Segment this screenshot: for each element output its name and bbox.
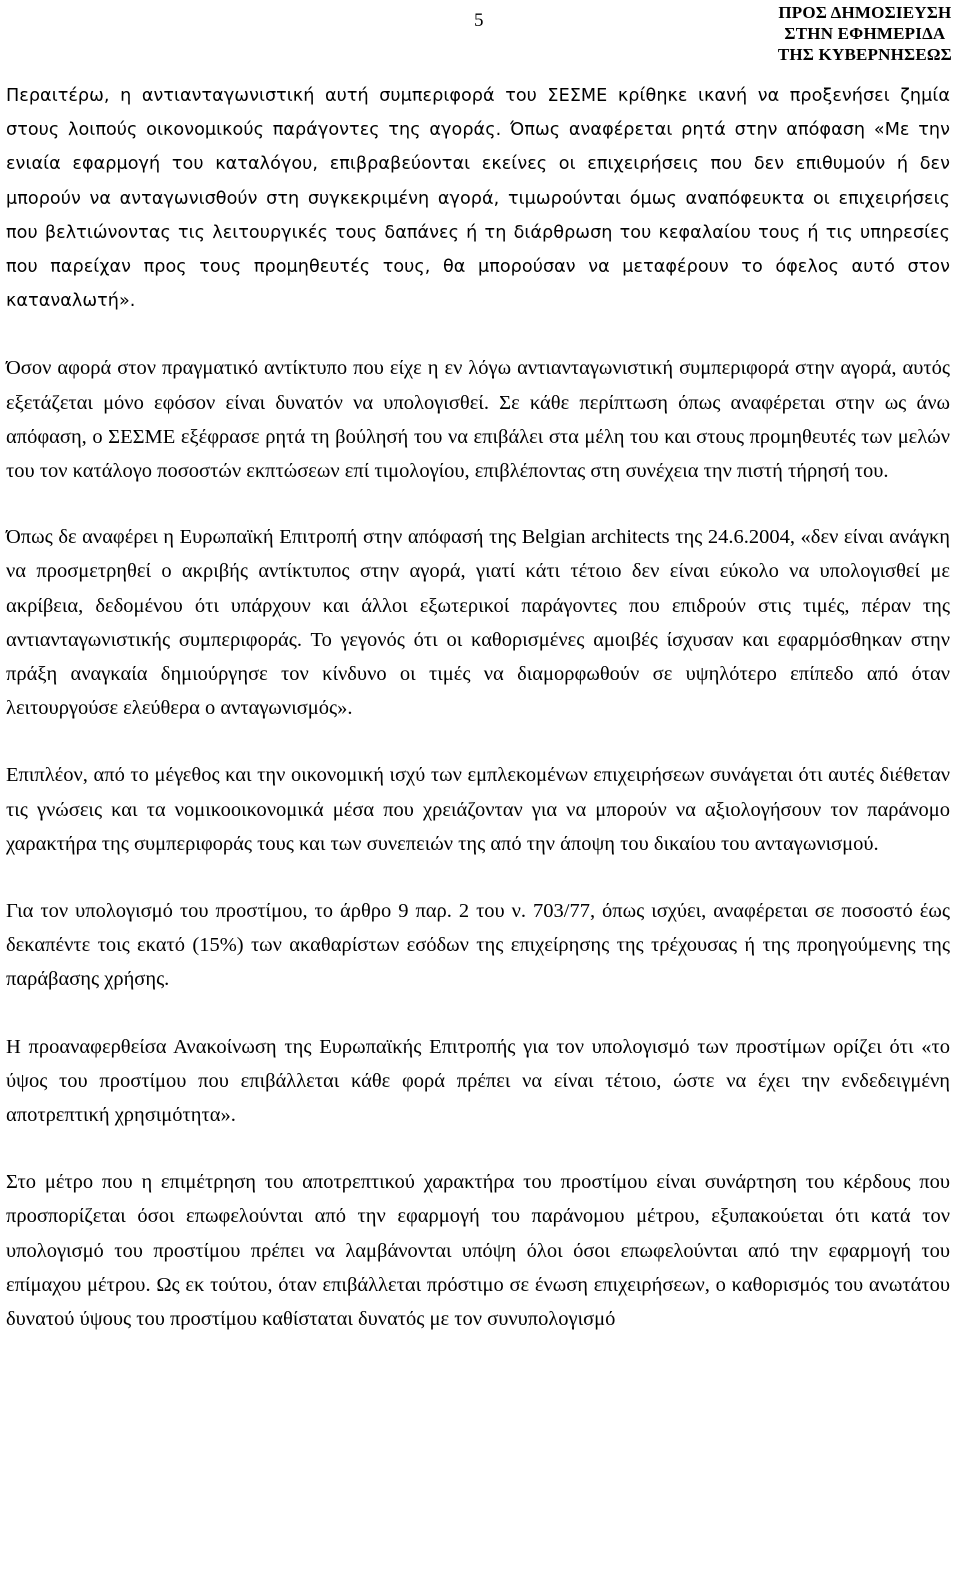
page-number: 5 (474, 10, 484, 31)
paragraph: Για τον υπολογισμό του προστίμου, το άρθρο 9 παρ. 2 του ν. 703/77, όπως ισχύει, αναφέρεται σε ποσοστό έως δεκαπέντε τοις εκατό (15%) των ακαθαρίστων εσόδων της επιχείρησης της τρέχουσας ή της προηγούμενης της παράβασης χρήσης. (6, 900, 950, 991)
stamp-line: ΤΗΣ ΚΥΒΕΡΝΗΣΕΩΣ (777, 45, 952, 64)
stamp-line: ΠΡΟΣ ΔΗΜΟΣΙΕΥΣΗ (778, 3, 952, 22)
paragraph: Επιπλέον, από το μέγεθος και την οικονομική ισχύ των εμπλεκομένων επιχειρήσεων συνάγεται ότι αυτές διέθεταν τις γνώσεις και τα νομικοοικονομικά μέσα που χρειάζονταν για να μπορούν να αξιολογήσουν τον παράνομο χαρακτήρα της συμπεριφοράς τους και των συνεπειών της από την άποψη του δικαίου του ανταγωνισμού. (6, 764, 950, 855)
paragraph: Όσον αφορά στον πραγματικό αντίκτυπο που είχε η εν λόγω αντιανταγωνιστική συμπεριφορά στην αγορά, αυτός εξετάζεται μόνο εφόσον είναι δυνατόν να υπολογισθεί. Σε κάθε περίπτωση όπως αναφέρεται στην ως άνω απόφαση, ο ΣΕΣΜΕ εξέφρασε ρητά τη βούλησή του να επιβάλει στα μέλη του και στους προμηθευτές των μελών του τον κατάλογο ποσοστών εκπτώσεων επί τιμολογίου, επιβλέποντας στη συνέχεια την πιστή τήρησή του. (6, 357, 950, 483)
publication-stamp (778, 2, 952, 65)
paragraph: Όπως δε αναφέρει η Ευρωπαϊκή Επιτροπή στην απόφασή της Belgian architects της 24.6.2004, «δεν είναι ανάγκη να προσμετρηθεί ο ακριβής αντίκτυπος στην αγορά, γιατί κάτι τέτοιο δεν είναι εύκολο να υπολογισθεί με ακρίβεια, δεδομένου ότι υπάρχουν και άλλοι εξωτερικοί παράγοντες που επιδρούν στις τιμές, πέραν της αντιανταγωνιστικής συμπεριφοράς. Το γεγονός ότι οι καθορισμένες αμοιβές ίσχυσαν και εφαρμόσθηκαν στην πράξη αναγκαία δημιούργησε τον κίνδυνο οι τιμές να διαμορφωθούν σε υψηλότερο επίπεδο από όταν λειτουργούσε ελεύθερα ο ανταγωνισμός». (6, 526, 951, 720)
document-body (6, 79, 950, 1336)
paragraph: Στο μέτρο που η επιμέτρηση του αποτρεπτικού χαρακτήρα του προστίμου είναι συνάρτηση του κέρδους που προσπορίζεται όσοι επωφελούνται από την εφαρμογή του παράνομου μέτρου, εξυπακούεται ότι κατά τον υπολογισμό του προστίμου πρέπει να λαμβάνονται υπόψη όλοι όσοι επωφελούνται από την εφαρμογή του επίμαχου μέτρου. Ως εκ τούτου, όταν επιβάλλεται πρόστιμο σε ένωση επιχειρήσεων, ο καθορισμός του ανωτάτου δυνατού ύψους του προστίμου καθίσταται δυνατός με τον συνυπολογισμό (6, 1171, 950, 1331)
paragraph: Η προαναφερθείσα Ανακοίνωση της Ευρωπαϊκής Επιτροπής για τον υπολογισμό των προστίμων ορίζει ότι «το ύψος του προστίμου που επιβάλλεται κάθε φορά πρέπει να είναι τέτοιο, ώστε να έχει την ενδεδειγμένη αποτρεπτική χρησιμότητα». (6, 1035, 950, 1127)
stamp-line: ΣΤΗΝ ΕΦΗΜΕΡΙΔΑ (784, 24, 946, 43)
paragraph: Περαιτέρω, η αντιανταγωνιστική αυτή συμπεριφορά του ΣΕΣΜΕ κρίθηκε ικανή να προξενήσει ζημία στους λοιπούς οικονομικούς παράγοντες της αγοράς. Όπως αναφέρεται ρητά στην απόφαση «Με την ενιαία εφαρμογή του καταλόγου, επιβραβεύονται εκείνες οι επιχειρήσεις που δεν επιθυμούν ή δεν μπορούν να ανταγωνισθούν στη συγκεκριμένη αγορά, τιμωρούνται όμως αναπόφευκτα οι επιχειρήσεις που βελτιώνοντας τις λειτουργικές τους δαπάνες ή τη διάρθρωση του κεφαλαίου τους ή τις υπηρεσίες που παρείχαν προς τους προμηθευτές τους, θα μπορούσαν να μεταφέρουν το όφελος αυτό στον καταναλωτή». (6, 86, 950, 312)
